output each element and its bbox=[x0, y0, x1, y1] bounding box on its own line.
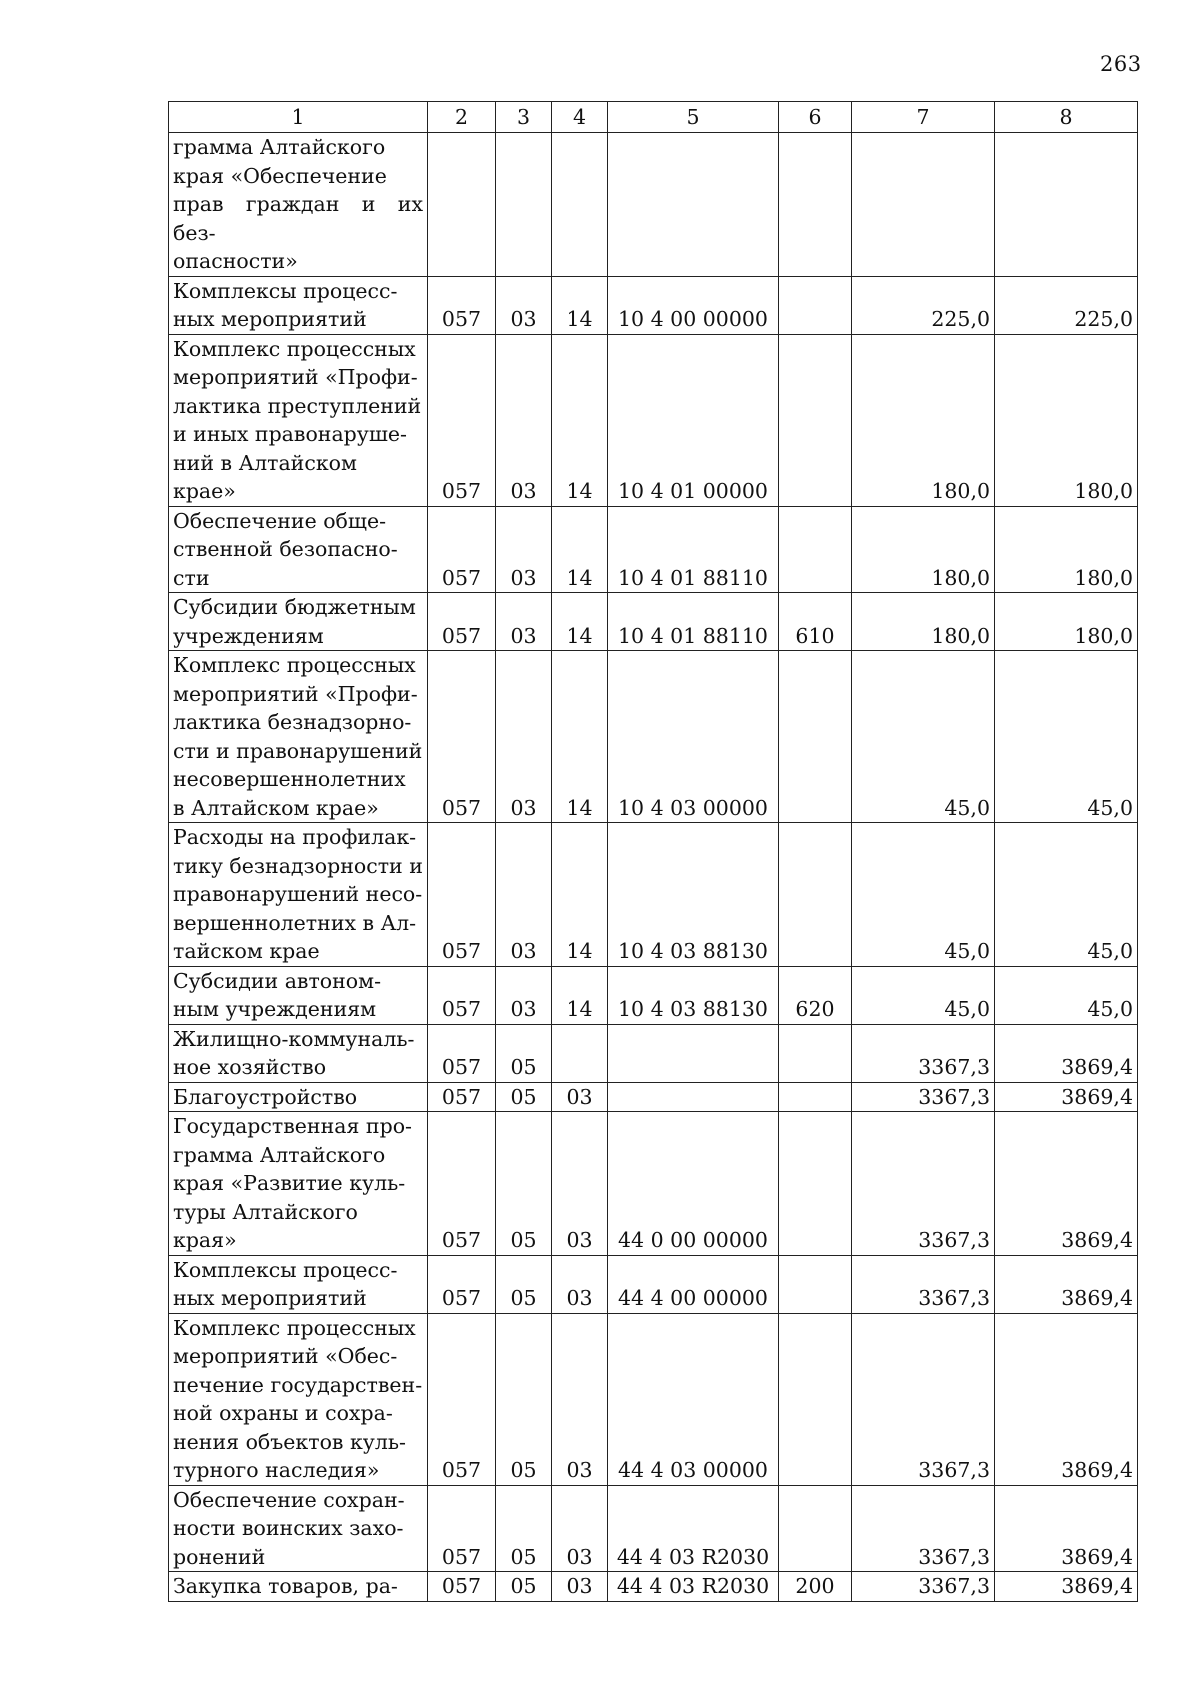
cell-name-line: Государственная про- bbox=[173, 1114, 412, 1138]
cell-subsection: 14 bbox=[552, 334, 608, 506]
cell-expense-type bbox=[779, 1313, 852, 1485]
cell-name-line: мероприятий «Профи- bbox=[173, 365, 418, 389]
table-row bbox=[169, 823, 1138, 967]
cell-amount-col8: 3869,4 bbox=[995, 1572, 1138, 1602]
cell-name bbox=[169, 1313, 428, 1485]
cell-subsection: 14 bbox=[552, 823, 608, 967]
cell-section: 03 bbox=[496, 966, 552, 1024]
cell-amount-col7: 3367,3 bbox=[852, 1485, 995, 1572]
cell-name-line: ное хозяйство bbox=[173, 1055, 327, 1079]
cell-section: 05 bbox=[496, 1024, 552, 1082]
cell-name-line: турного наследия» bbox=[173, 1458, 380, 1482]
cell-expense-type bbox=[779, 1024, 852, 1082]
table-row bbox=[169, 651, 1138, 823]
cell-name-line: Комплексы процесс- bbox=[173, 278, 398, 303]
cell-name bbox=[169, 1082, 428, 1112]
cell-name-line: опасности» bbox=[173, 249, 298, 273]
cell-amount-col8: 3869,4 bbox=[995, 1255, 1138, 1313]
cell-amount-col7: 3367,3 bbox=[852, 1572, 995, 1602]
cell-name-line: Расходы на профилак- bbox=[173, 825, 417, 849]
table-row bbox=[169, 1313, 1138, 1485]
cell-name bbox=[169, 1485, 428, 1572]
cell-expense-type bbox=[779, 276, 852, 334]
cell-name-line: и иных правонаруше- bbox=[173, 422, 407, 446]
header-cell-4: 4 bbox=[552, 102, 608, 133]
cell-name-line: ных мероприятий bbox=[173, 1286, 367, 1310]
cell-name bbox=[169, 133, 428, 277]
cell-name bbox=[169, 593, 428, 651]
cell-target-article bbox=[608, 1082, 779, 1112]
cell-name-line: ности воинских захо- bbox=[173, 1516, 404, 1540]
header-cell-7: 7 bbox=[852, 102, 995, 133]
table-row bbox=[169, 133, 1138, 277]
table-body bbox=[169, 133, 1138, 1602]
cell-expense-type bbox=[779, 334, 852, 506]
cell-ministry-code: 057 bbox=[428, 966, 496, 1024]
cell-name bbox=[169, 1572, 428, 1602]
cell-ministry-code: 057 bbox=[428, 1082, 496, 1112]
cell-expense-type bbox=[779, 1255, 852, 1313]
cell-name-line: туры Алтайского bbox=[173, 1199, 358, 1224]
cell-name-line: Субсидии автоном- bbox=[173, 968, 382, 993]
cell-subsection: 14 bbox=[552, 593, 608, 651]
cell-section: 03 bbox=[496, 276, 552, 334]
cell-target-article: 10 4 03 88130 bbox=[608, 823, 779, 967]
cell-subsection: 14 bbox=[552, 651, 608, 823]
cell-name-line: правонарушений несо- bbox=[173, 882, 423, 906]
cell-amount-col8: 3869,4 bbox=[995, 1024, 1138, 1082]
cell-expense-type: 620 bbox=[779, 966, 852, 1024]
table-row bbox=[169, 1082, 1138, 1112]
cell-name-line: учреждениям bbox=[173, 623, 324, 648]
cell-name-line: ных мероприятий bbox=[173, 307, 367, 331]
table-row bbox=[169, 1572, 1138, 1602]
cell-ministry-code: 057 bbox=[428, 506, 496, 593]
cell-amount-col7: 3367,3 bbox=[852, 1024, 995, 1082]
cell-ministry-code: 057 bbox=[428, 1024, 496, 1082]
table-row bbox=[169, 593, 1138, 651]
cell-amount-col7: 3367,3 bbox=[852, 1313, 995, 1485]
cell-amount-col8: 180,0 bbox=[995, 334, 1138, 506]
cell-name-line: сти и правонарушений bbox=[173, 738, 423, 763]
cell-name-line: Комплексы процесс- bbox=[173, 1257, 398, 1282]
cell-expense-type bbox=[779, 1112, 852, 1256]
table-row bbox=[169, 506, 1138, 593]
cell-amount-col7: 225,0 bbox=[852, 276, 995, 334]
cell-name-line: Жилищно-коммуналь- bbox=[173, 1026, 415, 1051]
cell-ministry-code: 057 bbox=[428, 823, 496, 967]
cell-name-line: сти bbox=[173, 565, 210, 590]
cell-name-line: лактика преступлений bbox=[173, 393, 422, 418]
cell-amount-col7: 45,0 bbox=[852, 966, 995, 1024]
cell-name-line: ной охраны и сохра- bbox=[173, 1401, 393, 1425]
cell-ministry-code: 057 bbox=[428, 1572, 496, 1602]
cell-expense-type bbox=[779, 1082, 852, 1112]
cell-name bbox=[169, 506, 428, 593]
cell-amount-col8: 45,0 bbox=[995, 966, 1138, 1024]
cell-name bbox=[169, 334, 428, 506]
cell-section: 05 bbox=[496, 1572, 552, 1602]
cell-subsection: 14 bbox=[552, 276, 608, 334]
cell-name-line: тайском крае bbox=[173, 939, 320, 963]
cell-amount-col8: 225,0 bbox=[995, 276, 1138, 334]
cell-amount-col8: 3869,4 bbox=[995, 1112, 1138, 1256]
cell-expense-type: 610 bbox=[779, 593, 852, 651]
cell-amount-col8: 3869,4 bbox=[995, 1313, 1138, 1485]
cell-section: 05 bbox=[496, 1255, 552, 1313]
cell-target-article: 10 4 01 00000 bbox=[608, 334, 779, 506]
cell-expense-type bbox=[779, 133, 852, 277]
cell-name-line: печение государствен- bbox=[173, 1372, 423, 1397]
cell-name-line: Комплекс процессных bbox=[173, 1315, 416, 1340]
cell-subsection: 14 bbox=[552, 506, 608, 593]
cell-name bbox=[169, 1112, 428, 1256]
cell-target-article: 10 4 03 88130 bbox=[608, 966, 779, 1024]
cell-section: 03 bbox=[496, 506, 552, 593]
cell-section bbox=[496, 133, 552, 277]
cell-expense-type: 200 bbox=[779, 1572, 852, 1602]
cell-amount-col8: 180,0 bbox=[995, 506, 1138, 593]
cell-amount-col7: 3367,3 bbox=[852, 1082, 995, 1112]
table-row bbox=[169, 276, 1138, 334]
cell-section: 03 bbox=[496, 593, 552, 651]
cell-ministry-code: 057 bbox=[428, 334, 496, 506]
cell-name bbox=[169, 276, 428, 334]
table-row bbox=[169, 966, 1138, 1024]
cell-ministry-code: 057 bbox=[428, 1112, 496, 1256]
cell-subsection: 03 bbox=[552, 1255, 608, 1313]
cell-name-line: Благоустройство bbox=[173, 1084, 358, 1109]
table-row bbox=[169, 1255, 1138, 1313]
cell-name-line: мероприятий «Профи- bbox=[173, 681, 418, 706]
cell-target-article: 44 0 00 00000 bbox=[608, 1112, 779, 1256]
cell-name bbox=[169, 651, 428, 823]
cell-section: 03 bbox=[496, 334, 552, 506]
cell-name-line: края «Обеспечение bbox=[173, 163, 387, 188]
cell-name-line: Обеспечение сохран- bbox=[173, 1487, 405, 1512]
cell-amount-col8: 45,0 bbox=[995, 651, 1138, 823]
cell-target-article: 44 4 03 00000 bbox=[608, 1313, 779, 1485]
cell-name-line: грамма Алтайского bbox=[173, 1142, 386, 1167]
cell-name-line: Закупка товаров, ра- bbox=[173, 1574, 398, 1598]
cell-amount-col7: 180,0 bbox=[852, 593, 995, 651]
cell-amount-col7: 180,0 bbox=[852, 334, 995, 506]
cell-target-article: 44 4 00 00000 bbox=[608, 1255, 779, 1313]
cell-name-line: края «Развитие куль- bbox=[173, 1171, 406, 1195]
cell-section: 05 bbox=[496, 1112, 552, 1256]
header-cell-2: 2 bbox=[428, 102, 496, 133]
cell-section: 05 bbox=[496, 1313, 552, 1485]
cell-name-line: ственной безопасно- bbox=[173, 537, 398, 561]
page-number: 263 bbox=[1100, 52, 1142, 76]
cell-target-article bbox=[608, 1024, 779, 1082]
cell-name-line: края» bbox=[173, 1228, 237, 1252]
header-cell-8: 8 bbox=[995, 102, 1138, 133]
cell-name-line: Комплекс процессных bbox=[173, 336, 416, 361]
header-cell-5: 5 bbox=[608, 102, 779, 133]
cell-ministry-code: 057 bbox=[428, 651, 496, 823]
cell-section: 03 bbox=[496, 651, 552, 823]
header-row bbox=[169, 102, 1138, 133]
cell-name-line: лактика безнадзорно- bbox=[173, 710, 412, 734]
cell-name-line: прав граждан и их без- bbox=[173, 192, 423, 245]
cell-amount-col8 bbox=[995, 133, 1138, 277]
cell-target-article: 10 4 01 88110 bbox=[608, 593, 779, 651]
cell-name-line: ний в Алтайском bbox=[173, 450, 357, 475]
header-cell-1: 1 bbox=[169, 102, 428, 133]
cell-amount-col7: 45,0 bbox=[852, 823, 995, 967]
cell-name-line: нения объектов куль- bbox=[173, 1429, 406, 1454]
cell-name-line: ным учреждениям bbox=[173, 997, 377, 1021]
cell-name-line: Комплекс процессных bbox=[173, 653, 416, 677]
header-cell-3: 3 bbox=[496, 102, 552, 133]
cell-name-line: тику безнадзорности и bbox=[173, 853, 423, 878]
cell-target-article: 10 4 00 00000 bbox=[608, 276, 779, 334]
cell-amount-col7: 3367,3 bbox=[852, 1112, 995, 1256]
cell-section: 05 bbox=[496, 1082, 552, 1112]
cell-name-line: Субсидии бюджетным bbox=[173, 595, 416, 619]
cell-name-line: в Алтайском крае» bbox=[173, 795, 379, 820]
cell-subsection bbox=[552, 1024, 608, 1082]
cell-name-line: ронений bbox=[173, 1544, 266, 1569]
cell-expense-type bbox=[779, 1485, 852, 1572]
cell-ministry-code: 057 bbox=[428, 1485, 496, 1572]
table-row bbox=[169, 334, 1138, 506]
cell-subsection: 03 bbox=[552, 1082, 608, 1112]
cell-name bbox=[169, 966, 428, 1024]
table-row bbox=[169, 1024, 1138, 1082]
cell-subsection: 03 bbox=[552, 1485, 608, 1572]
budget-table bbox=[168, 101, 1138, 1602]
cell-section: 05 bbox=[496, 1485, 552, 1572]
cell-subsection: 03 bbox=[552, 1313, 608, 1485]
cell-expense-type bbox=[779, 651, 852, 823]
cell-name-line: вершеннолетних в Ал- bbox=[173, 910, 417, 935]
cell-amount-col7: 3367,3 bbox=[852, 1255, 995, 1313]
cell-ministry-code bbox=[428, 133, 496, 277]
cell-ministry-code: 057 bbox=[428, 1255, 496, 1313]
cell-amount-col8: 3869,4 bbox=[995, 1082, 1138, 1112]
cell-ministry-code: 057 bbox=[428, 276, 496, 334]
cell-target-article: 10 4 03 00000 bbox=[608, 651, 779, 823]
cell-subsection: 03 bbox=[552, 1112, 608, 1256]
cell-amount-col7: 45,0 bbox=[852, 651, 995, 823]
cell-expense-type bbox=[779, 506, 852, 593]
cell-amount-col7 bbox=[852, 133, 995, 277]
cell-amount-col8: 3869,4 bbox=[995, 1485, 1138, 1572]
cell-name bbox=[169, 1024, 428, 1082]
cell-amount-col7: 180,0 bbox=[852, 506, 995, 593]
cell-name-line: крае» bbox=[173, 479, 236, 503]
cell-subsection bbox=[552, 133, 608, 277]
cell-amount-col8: 180,0 bbox=[995, 593, 1138, 651]
cell-section: 03 bbox=[496, 823, 552, 967]
cell-expense-type bbox=[779, 823, 852, 967]
cell-target-article: 44 4 03 R2030 bbox=[608, 1572, 779, 1602]
cell-name bbox=[169, 823, 428, 967]
header-cell-6: 6 bbox=[779, 102, 852, 133]
cell-subsection: 14 bbox=[552, 966, 608, 1024]
cell-name bbox=[169, 1255, 428, 1313]
cell-target-article bbox=[608, 133, 779, 277]
cell-ministry-code: 057 bbox=[428, 593, 496, 651]
cell-ministry-code: 057 bbox=[428, 1313, 496, 1485]
table-row bbox=[169, 1112, 1138, 1256]
cell-name-line: Обеспечение обще- bbox=[173, 508, 387, 533]
cell-name-line: несовершеннолетних bbox=[173, 767, 406, 791]
cell-target-article: 10 4 01 88110 bbox=[608, 506, 779, 593]
table-row bbox=[169, 1485, 1138, 1572]
cell-name-line: мероприятий «Обес- bbox=[173, 1344, 398, 1368]
cell-subsection: 03 bbox=[552, 1572, 608, 1602]
cell-name-line: грамма Алтайского bbox=[173, 135, 386, 159]
cell-amount-col8: 45,0 bbox=[995, 823, 1138, 967]
cell-target-article: 44 4 03 R2030 bbox=[608, 1485, 779, 1572]
